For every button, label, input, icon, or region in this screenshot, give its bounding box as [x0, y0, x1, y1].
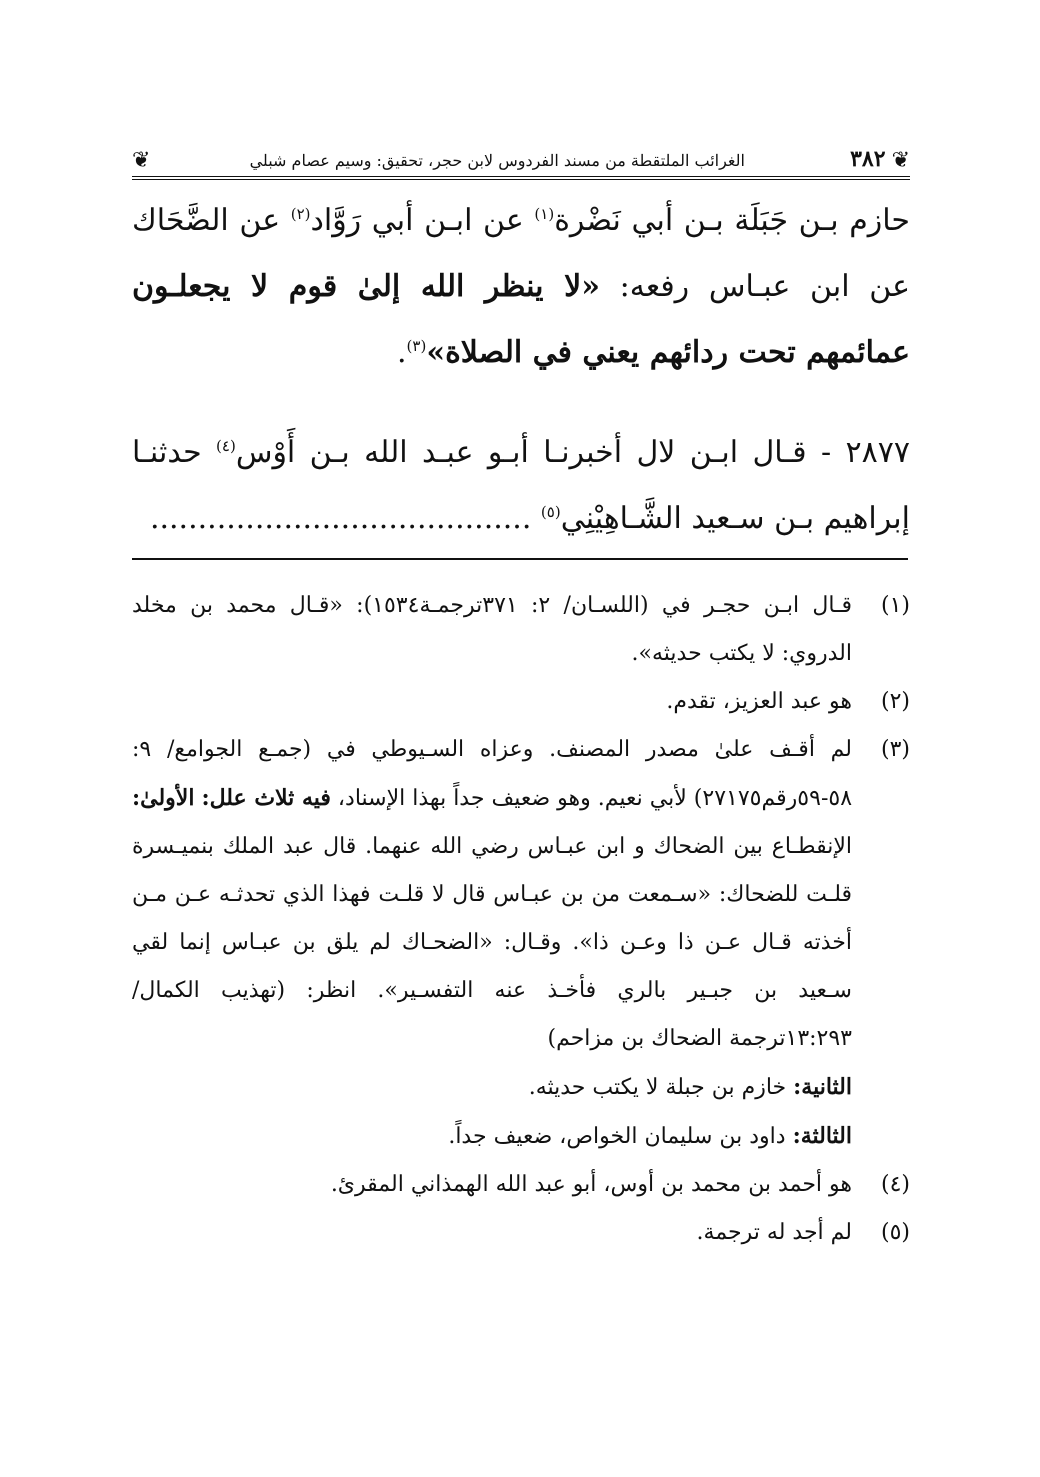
footnote-text [132, 726, 852, 1161]
text-run: الإنقطـاع بين الضحاك و ابن عبـاس رضي الله عنهما. قال عبد الملك بنميـسرة قلـت للضحاك: «سـمعت من بن عبـاس قال لا قلـت فهذا الذي تحدثـه عـن مـن أخذته قـال عـن ذا وعـن ذا». وقـال: «الضحـاك لم يلق بن عبـاس إنما لقي سـعيد بن جبـير بالري فأخـذ عنه التفسـير». انظر: (تهذيب الكمال/ ١٣:٢٩٣ترجمة الضحاك بن مزاحم) [132, 834, 852, 1051]
footnote-subitem [132, 1112, 852, 1161]
footnote-4 [132, 1161, 910, 1209]
hadith-paragraph-continued [132, 188, 910, 386]
text-run: . [396, 335, 407, 370]
footnote-number: (٣) [880, 737, 910, 762]
footnote-text: هو عبد العزيز، تقدم. [666, 689, 852, 714]
footnote-number: (٥) [880, 1220, 910, 1245]
footnote-number: (٤) [880, 1172, 910, 1197]
hadith-paragraph-2877 [132, 420, 910, 552]
ornament-icon: ❦ [891, 148, 910, 173]
footnote-subitem [132, 1063, 852, 1112]
text-run: ٢٨٧٧ - قـال ابـن لال أخبرنـا أبـو عبـد الله بـن أَوْس [235, 435, 910, 470]
hadith-text: «لا ينظر الله إلىٰ قوم لا يجعلـون عمائمهم تحت ردائهم يعني في الصلاة» [132, 269, 910, 370]
footnote-2 [132, 678, 910, 726]
page-header [132, 130, 910, 180]
text-run: الأولىٰ: [132, 785, 195, 811]
text-run: الثانية: [793, 1074, 852, 1100]
footnote-ref[interactable]: (٥) [540, 503, 561, 521]
text-run: عن الضَّحَاك عن ابن عبـاس رفعه: [132, 203, 910, 304]
text-run: داود بن سليمان الخواص، ضعيف جداً. [448, 1124, 793, 1149]
ellipsis-dots: ........................................ [149, 501, 541, 536]
text-run: حازم بـن جَبَلَة بـن أبي نَضْرة [554, 203, 910, 238]
footnote-3 [132, 726, 910, 1161]
footnote-separator [132, 558, 908, 560]
text-run: الثالثة: [792, 1123, 852, 1149]
footnote-5 [132, 1209, 910, 1257]
footnote-ref[interactable]: (٣) [406, 337, 427, 355]
footnote-1 [132, 582, 910, 678]
footnote-number: (١) [880, 593, 910, 618]
footnotes [132, 582, 910, 1257]
text-run: حدثنـا إبراهيم بـن سـعيد الشَّـاهِيْنِي [132, 435, 910, 536]
footnote-ref[interactable]: (٤) [216, 437, 236, 455]
ornament-icon: ❦ [132, 148, 151, 173]
page-number: ٣٨٢ [850, 146, 886, 172]
footnote-text: قـال ابـن حجـر في (اللسـان/ ٢: ٣٧١ترجمـة١٥٣٤): «قـال محمد بن مخلد الدروي: لا يكتب حديثه». [132, 593, 853, 666]
footnote-ref[interactable]: (٢) [290, 205, 311, 223]
running-title: الغرائب الملتقطة من مسند الفردوس لابن حجر، تحقيق: وسيم عصام شبلي [249, 151, 745, 170]
footnote-ref[interactable]: (١) [534, 205, 555, 223]
footnote-number: (٢) [880, 689, 910, 714]
text-run: لم أقـف علىٰ مصدر المصنف. وعزاه السـيوطي في (جمـع الجوامع/ ٩: ٥٨-٥٩رقم٢٧١٧٥) لأبي نعيم. وهو ضعيف جداً بهذا الإسناد، [132, 737, 853, 811]
footnote-text: هو أحمد بن محمد بن أوس، أبو عبد الله الهمذاني المقرئ. [330, 1172, 852, 1197]
footnote-text: لم أجد له ترجمة. [696, 1220, 852, 1245]
text-run: خازم بن جبلة لا يكتب حديثه. [528, 1075, 794, 1100]
text-run: فيه ثلاث علل: [201, 785, 331, 811]
text-run: عن ابـن أبي رَوَّاد [310, 203, 535, 238]
